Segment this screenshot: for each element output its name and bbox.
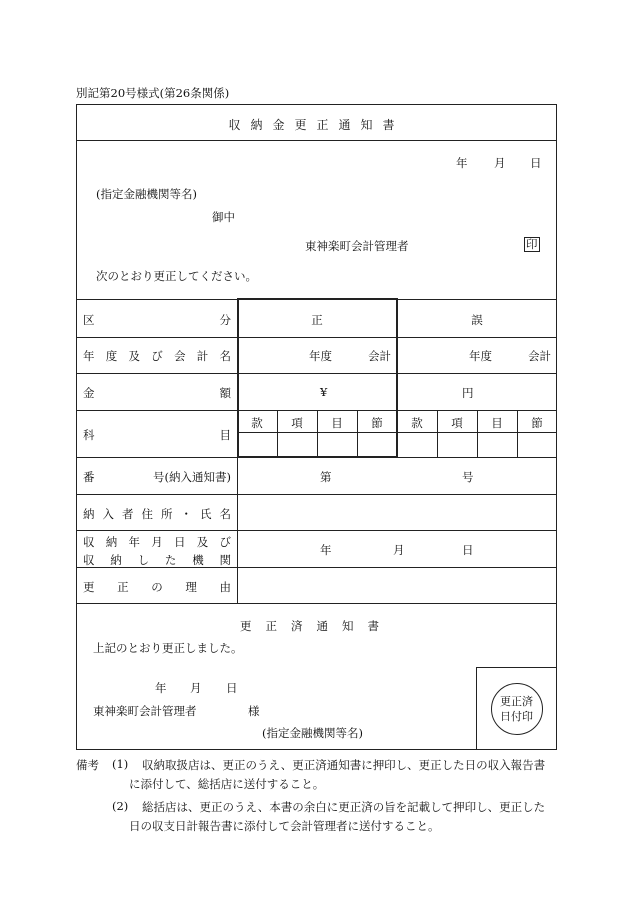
label-char: 機 <box>192 553 204 567</box>
label-char: 号(納入通知書) <box>153 470 231 484</box>
note1-line1: 収納取扱店は、更正のうえ、更正済通知書に押印し、更正した日の収入報告書 <box>142 758 546 772</box>
label-char: び <box>151 349 163 363</box>
subject-setsu-correct: 節 <box>371 416 383 430</box>
note1-line2: に添付して、総括店に送付すること。 <box>129 777 325 791</box>
completion-sama: 様 <box>248 704 260 718</box>
fiscal-kaikei-wrong: 会計 <box>528 349 551 363</box>
label-char: 目 <box>219 428 231 442</box>
label-char: 及 <box>128 349 140 363</box>
date-day: 日 <box>530 156 542 170</box>
label-payer <box>83 506 231 522</box>
receipt-month: 月 <box>393 543 405 557</box>
date-month: 月 <box>494 156 506 170</box>
label-receipt-date <box>83 534 231 568</box>
label-fiscal-year <box>83 348 231 364</box>
form-number: 別記第20号様式(第26条関係) <box>76 86 230 100</box>
label-char: 会 <box>174 349 186 363</box>
amount-yen-sign: ¥ <box>320 385 328 399</box>
fiscal-kaikei-correct: 会計 <box>368 349 391 363</box>
completion-month: 月 <box>190 681 202 695</box>
label-char: 額 <box>219 386 231 400</box>
header-correct: 正 <box>311 313 323 327</box>
note2-line2: 日の収支日計報告書に添付して会計管理者に送付すること。 <box>129 819 440 833</box>
label-char: 金 <box>83 386 95 400</box>
subject-moku-correct: 目 <box>331 416 343 430</box>
label-char: の <box>151 580 163 594</box>
label-char: 及 <box>196 535 209 549</box>
label-char: し <box>137 553 150 567</box>
bank-name-label: (指定金融機関等名) <box>96 187 197 201</box>
label-number <box>83 469 231 485</box>
receipt-day: 日 <box>462 543 474 557</box>
label-char: 理 <box>185 580 197 594</box>
manager-name: 東神楽町会計管理者 <box>305 239 409 253</box>
form-title: 収納金更正通知書 <box>228 118 405 132</box>
label-char: 収 <box>83 535 95 549</box>
label-char: 納 <box>105 535 118 549</box>
receipt-year: 年 <box>320 543 332 557</box>
label-char: 収 <box>83 553 95 567</box>
completion-text: 上記のとおり更正しました。 <box>93 641 243 655</box>
label-amount <box>83 385 231 401</box>
subject-kou-correct: 項 <box>291 416 303 430</box>
subject-kou-wrong: 項 <box>451 416 463 430</box>
label-char: た <box>164 553 177 567</box>
notes-label: 備考 <box>76 758 99 772</box>
label-char: 度 <box>105 349 118 363</box>
fiscal-nendo-wrong: 年度 <box>469 349 492 363</box>
fiscal-nendo-correct: 年度 <box>309 349 332 363</box>
number-go: 号 <box>462 470 474 484</box>
stamp-label-2: 日付印 <box>500 710 533 723</box>
completion-title: 更正済通知書 <box>240 619 393 633</box>
note2-number: (2) <box>112 799 129 813</box>
label-char: 氏 <box>200 507 212 521</box>
seal-mark: 印 <box>526 237 538 251</box>
header-wrong: 誤 <box>471 313 483 327</box>
completion-manager: 東神楽町会計管理者 <box>93 704 197 718</box>
label-char: ・ <box>180 507 192 521</box>
subject-kan-correct: 款 <box>251 416 263 430</box>
completion-day: 日 <box>226 681 238 695</box>
label-char: 所 <box>161 507 173 521</box>
label-subject <box>83 427 231 443</box>
note2-line1: 総括店は、更正のうえ、本書の余白に更正済の旨を記載して押印し、更正した <box>142 800 546 814</box>
label-char: 正 <box>117 580 129 594</box>
label-char: 納 <box>110 553 122 567</box>
onchu: 御中 <box>212 210 235 224</box>
instruction-text: 次のとおり更正してください。 <box>96 269 257 283</box>
label-char: 名 <box>219 349 231 363</box>
label-char: 計 <box>196 349 209 363</box>
label-char: 関 <box>219 553 231 567</box>
label-char: 年 <box>83 349 95 363</box>
subject-moku-wrong: 目 <box>491 416 503 430</box>
label-char: 年 <box>128 535 140 549</box>
label-char: 由 <box>219 580 231 594</box>
label-char: び <box>219 535 231 549</box>
label-reason <box>83 579 231 595</box>
label-char: 住 <box>141 507 153 521</box>
label-char: 納 <box>83 507 95 521</box>
stamp-label-1: 更正済 <box>500 695 533 708</box>
label-char: 名 <box>219 507 231 521</box>
date-year: 年 <box>456 156 468 170</box>
completion-bank-label: (指定金融機関等名) <box>262 726 363 740</box>
number-dai: 第 <box>320 470 332 484</box>
amount-yen: 円 <box>462 386 474 400</box>
label-category: 区 分 <box>83 313 231 327</box>
label-char: 科 <box>83 428 95 442</box>
label-char: 入 <box>102 507 114 521</box>
label-char: 更 <box>83 580 95 594</box>
subject-setsu-wrong: 節 <box>531 416 543 430</box>
label-char: 月 <box>151 535 163 549</box>
completion-year: 年 <box>155 681 167 695</box>
label-char: 日 <box>174 535 186 549</box>
subject-kan-wrong: 款 <box>411 416 423 430</box>
label-char: 者 <box>122 507 134 521</box>
note1-number: (1) <box>112 757 129 771</box>
label-char: 番 <box>83 470 95 484</box>
